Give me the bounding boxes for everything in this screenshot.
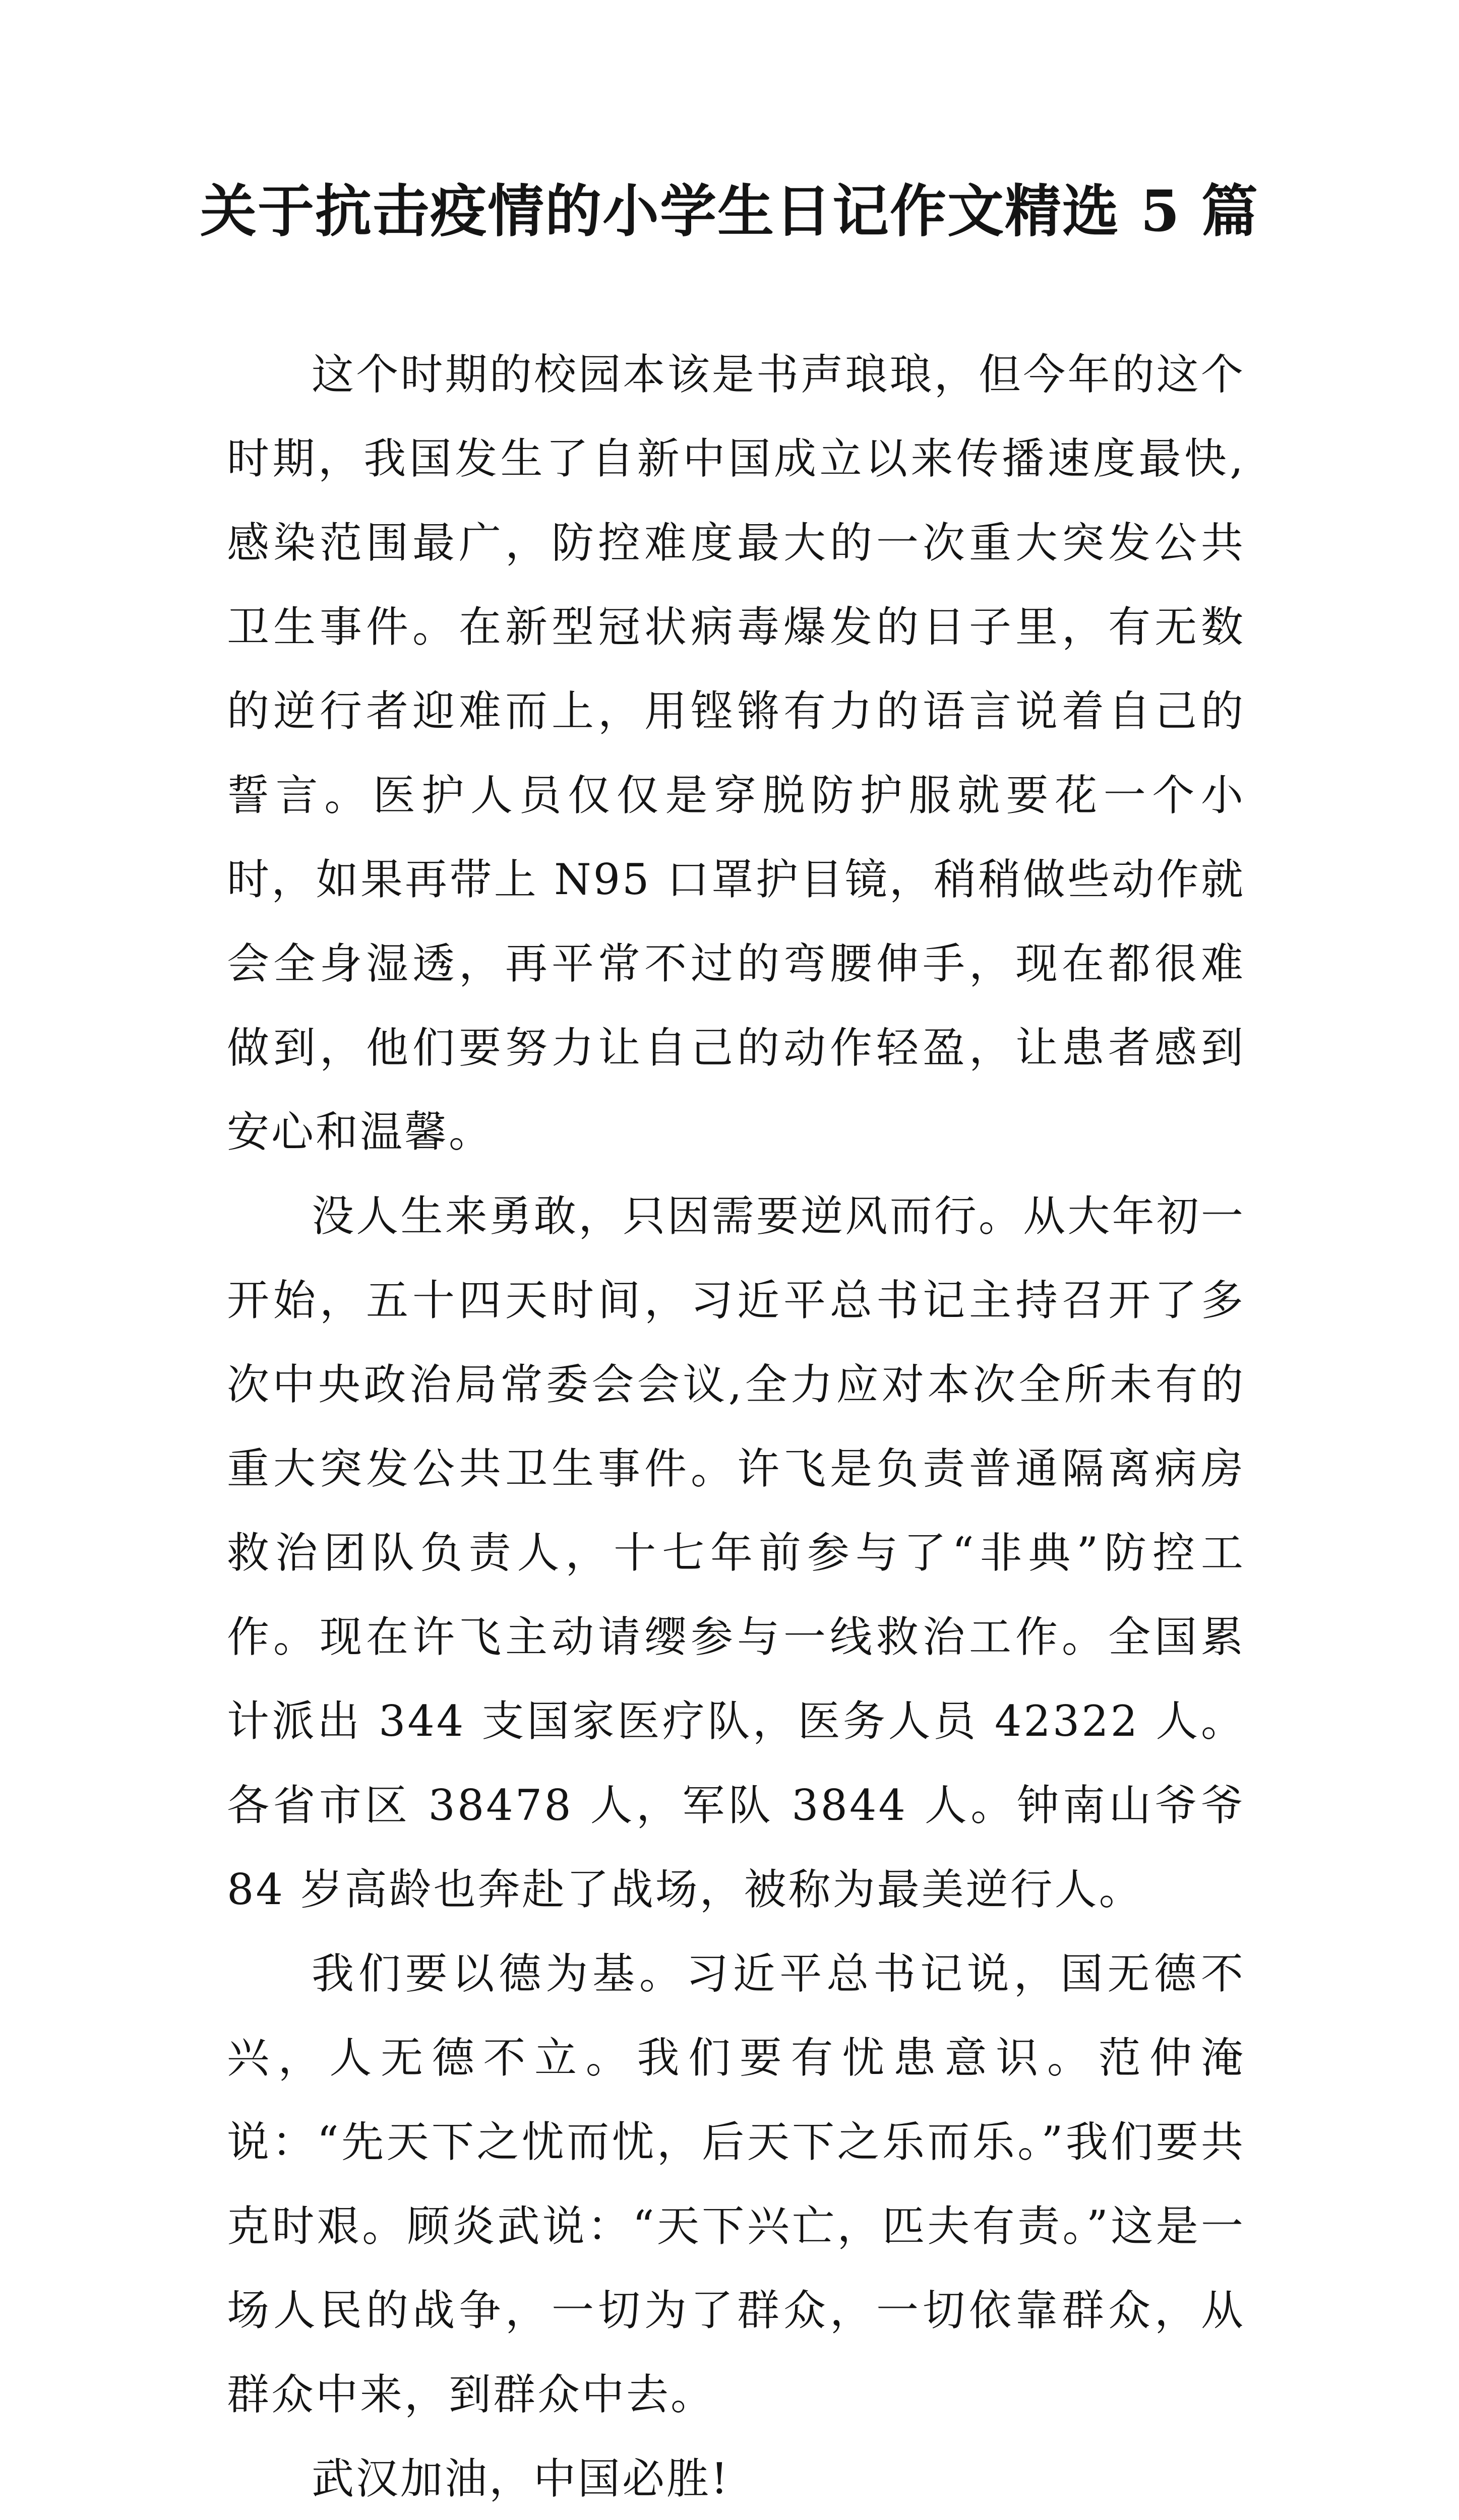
document-body (227, 333, 1245, 2520)
paragraph-1: 这个时期的校园本该是书声琅琅，但今年的这个时期，我国发生了自新中国成立以来传播速度最快,感染范围最广，防控难度最大的一次重大突发公共卫生事件。在新型冠状病毒爆发的日子里，有无数的逆行者迎难而上，用铿锵有力的语言说着自己的誓言。医护人员仅仅是穿脱防护服就要花一个小时，如果再带上 N95 口罩护目镜，稍稍做些动作就会全身湿透，再平常不过的弯腰伸手，现在都很难做到，他们要努力让自己的动作轻盈，让患者感到安心和温馨。 (227, 350, 1245, 1157)
paragraph-2: 没人生来勇敢，只因需要逆风而行。从大年初一开始，五十四天时间，习近平总书记主持召开了多次中央政治局常委会会议,全力应对本次全所未有的重大突发公共卫生事件。许飞是负责普通隔离病房救治团队负责人，十七年前参与了“非典”防控工作。现在许飞主动请缨参与一线救治工作。全国累计派出 344 支国家医疗队，医务人员 42322 人。各省市区 38478 人，军队 3844 人。钟南山爷爷 84 岁高龄也奔赴了战场，被称为最美逆行人。 (227, 1191, 1245, 1914)
paragraph-3: 我们要以德为基。习近平总书记说，国无德不兴，人无德不立。我们要有忧患意识。范仲淹说：“先天下之忧而忧，后天下之乐而乐。”我们要共克时艰。顾炎武说：“天下兴亡，匹夫有责。”这是一场人民的战争，一切为了群众，一切依靠群众，从群众中来，到群众中去。 (227, 1949, 1245, 2419)
document-title: 关于抗击疫情的小学生日记作文精选 5 篇 (200, 178, 1259, 244)
paragraph-4: 武汉加油，中国必胜! (312, 2454, 730, 2503)
